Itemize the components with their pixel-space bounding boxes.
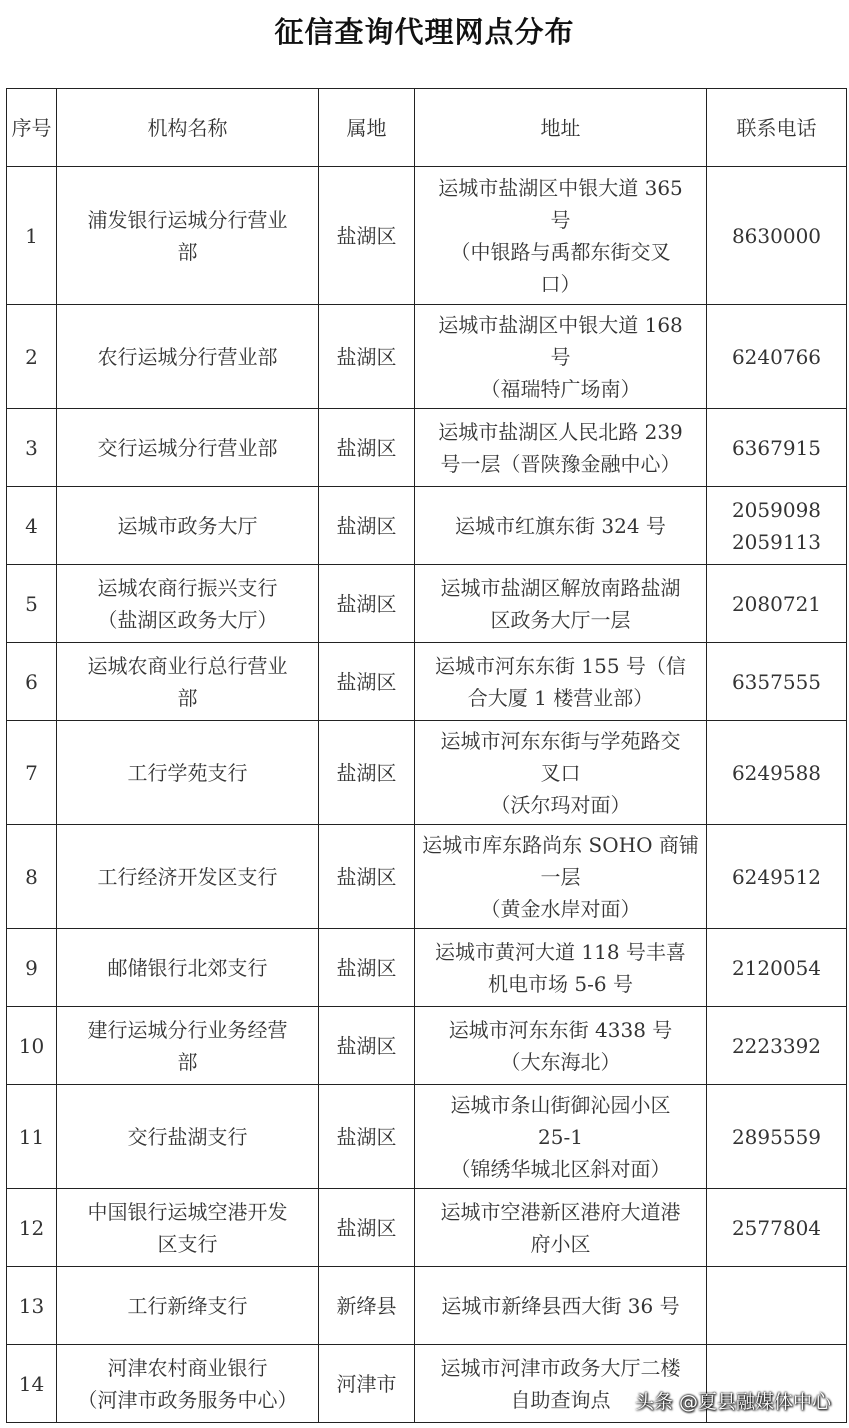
cell-address: 运城市河津市政务大厅二楼 自助查询点 — [415, 1345, 707, 1423]
cell-phone — [707, 1267, 847, 1345]
cell-name: 运城农商业行总行营业 部 — [57, 643, 319, 721]
cell-name: 邮储银行北郊支行 — [57, 929, 319, 1007]
cell-address: 运城市红旗东街 324 号 — [415, 487, 707, 565]
cell-no: 11 — [7, 1085, 57, 1189]
cell-phone: 8630000 — [707, 167, 847, 305]
table-row — [7, 1085, 847, 1189]
cell-no: 1 — [7, 167, 57, 305]
cell-area: 盐湖区 — [319, 305, 415, 409]
cell-phone: 2577804 — [707, 1189, 847, 1267]
table-row — [7, 1007, 847, 1085]
cell-address: 运城市盐湖区中银大道 168 号 （福瑞特广场南） — [415, 305, 707, 409]
cell-phone: 2059098 2059113 — [707, 487, 847, 565]
cell-phone: 6367915 — [707, 409, 847, 487]
table-row — [7, 1267, 847, 1345]
cell-address: 运城市河东东街与学苑路交 叉口 （沃尔玛对面） — [415, 721, 707, 825]
cell-address: 运城市盐湖区人民北路 239 号一层（晋陕豫金融中心） — [415, 409, 707, 487]
cell-no: 2 — [7, 305, 57, 409]
cell-area: 盐湖区 — [319, 1007, 415, 1085]
cell-name: 交行盐湖支行 — [57, 1085, 319, 1189]
cell-no: 14 — [7, 1345, 57, 1423]
cell-area: 盐湖区 — [319, 721, 415, 825]
page-title: 征信查询代理网点分布 — [274, 15, 575, 49]
cell-no: 10 — [7, 1007, 57, 1085]
cell-address: 运城市黄河大道 118 号丰喜 机电市场 5-6 号 — [415, 929, 707, 1007]
table-row — [7, 409, 847, 487]
outlet-table — [6, 88, 847, 1423]
cell-name: 运城农商行振兴支行 （盐湖区政务大厅） — [57, 565, 319, 643]
cell-address: 运城市河东东街 155 号（信 合大厦 1 楼营业部） — [415, 643, 707, 721]
cell-area: 新绛县 — [319, 1267, 415, 1345]
cell-area: 盐湖区 — [319, 643, 415, 721]
table-row — [7, 487, 847, 565]
cell-no: 12 — [7, 1189, 57, 1267]
watermark: 头条 @夏县融媒体中心 — [634, 1391, 831, 1413]
cell-address: 运城市盐湖区中银大道 365 号 （中银路与禹都东街交叉 口） — [415, 167, 707, 305]
cell-name: 工行经济开发区支行 — [57, 825, 319, 929]
cell-name: 运城市政务大厅 — [57, 487, 319, 565]
table-row — [7, 565, 847, 643]
cell-area: 盐湖区 — [319, 167, 415, 305]
cell-no: 3 — [7, 409, 57, 487]
cell-phone: 2080721 — [707, 565, 847, 643]
header-phone: 联系电话 — [707, 89, 847, 167]
table-row — [7, 929, 847, 1007]
cell-area: 盐湖区 — [319, 409, 415, 487]
cell-area: 盐湖区 — [319, 825, 415, 929]
table-row — [7, 1189, 847, 1267]
table-row — [7, 643, 847, 721]
cell-address: 运城市河东东街 4338 号 （大东海北） — [415, 1007, 707, 1085]
table-row — [7, 825, 847, 929]
cell-name: 浦发银行运城分行营业 部 — [57, 167, 319, 305]
header-area: 属地 — [319, 89, 415, 167]
header-no: 序号 — [7, 89, 57, 167]
cell-area: 盐湖区 — [319, 1085, 415, 1189]
cell-name: 交行运城分行营业部 — [57, 409, 319, 487]
cell-phone: 6249588 — [707, 721, 847, 825]
cell-phone: 2120054 — [707, 929, 847, 1007]
cell-no: 13 — [7, 1267, 57, 1345]
cell-phone: 2223392 — [707, 1007, 847, 1085]
cell-address: 运城市库东路尚东 SOHO 商铺 一层 （黄金水岸对面） — [415, 825, 707, 929]
table-header-row — [7, 89, 847, 167]
cell-name: 建行运城分行业务经营 部 — [57, 1007, 319, 1085]
cell-phone: 6357555 — [707, 643, 847, 721]
header-address: 地址 — [415, 89, 707, 167]
cell-area: 盐湖区 — [319, 929, 415, 1007]
cell-no: 6 — [7, 643, 57, 721]
cell-area: 盐湖区 — [319, 487, 415, 565]
table-row — [7, 305, 847, 409]
table-row — [7, 167, 847, 305]
cell-no: 4 — [7, 487, 57, 565]
cell-area: 盐湖区 — [319, 565, 415, 643]
cell-name: 河津农村商业银行 （河津市政务服务中心） — [57, 1345, 319, 1423]
table-row — [7, 721, 847, 825]
cell-no: 7 — [7, 721, 57, 825]
header-name: 机构名称 — [57, 89, 319, 167]
cell-no: 5 — [7, 565, 57, 643]
cell-name: 工行新绛支行 — [57, 1267, 319, 1345]
cell-address: 运城市条山街御沁园小区 25-1 （锦绣华城北区斜对面） — [415, 1085, 707, 1189]
cell-phone: 2895559 — [707, 1085, 847, 1189]
cell-phone: 6249512 — [707, 825, 847, 929]
cell-address: 运城市空港新区港府大道港 府小区 — [415, 1189, 707, 1267]
cell-name: 农行运城分行营业部 — [57, 305, 319, 409]
cell-area: 河津市 — [319, 1345, 415, 1423]
cell-address: 运城市盐湖区解放南路盐湖 区政务大厅一层 — [415, 565, 707, 643]
cell-name: 工行学苑支行 — [57, 721, 319, 825]
cell-name: 中国银行运城空港开发 区支行 — [57, 1189, 319, 1267]
cell-address: 运城市新绛县西大街 36 号 — [415, 1267, 707, 1345]
cell-phone: 6240766 — [707, 305, 847, 409]
cell-no: 8 — [7, 825, 57, 929]
cell-no: 9 — [7, 929, 57, 1007]
cell-area: 盐湖区 — [319, 1189, 415, 1267]
